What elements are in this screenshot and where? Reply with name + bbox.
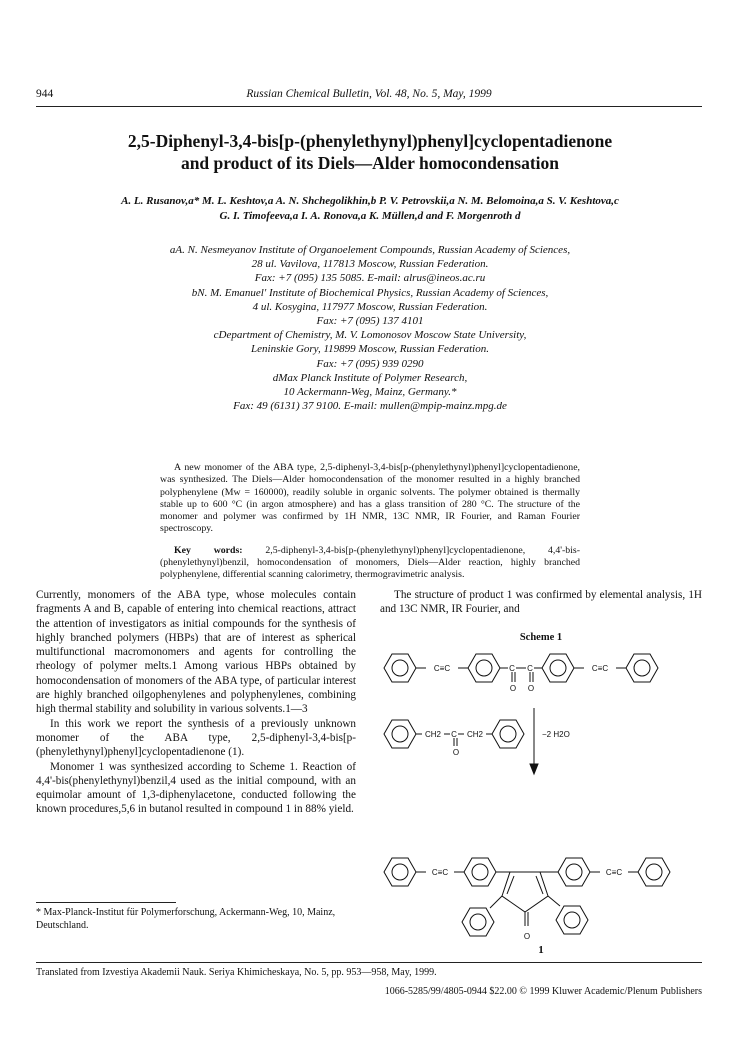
affiliation-line: Fax: 49 (6131) 37 9100. E-mail: mullen@mpip-mainz.mpg.de bbox=[233, 400, 507, 413]
methylene-label: CH2 bbox=[424, 730, 442, 739]
affiliation-line: Fax: +7 (095) 137 4101 bbox=[316, 315, 424, 328]
benzene-ring-icon bbox=[464, 858, 496, 886]
alkyne-label: C≡C bbox=[591, 664, 609, 673]
scheme-1-diagram bbox=[370, 646, 710, 946]
benzene-ring-icon bbox=[462, 908, 494, 936]
benzene-ring-icon bbox=[626, 654, 658, 682]
oxygen-label: O bbox=[452, 748, 460, 757]
title-line: 2,5-Diphenyl-3,4-bis[p-(phenylethynyl)phenyl]cyclopentadienone bbox=[127, 131, 613, 151]
benzene-ring-icon bbox=[492, 720, 524, 748]
carbonyl-carbon-label: C bbox=[527, 664, 533, 673]
affiliation-line: 28 ul. Vavilova, 117813 Moscow, Russian Federation. bbox=[251, 258, 489, 271]
affiliation-line: 4 ul. Kosygina, 117977 Moscow, Russian Federation. bbox=[252, 300, 488, 313]
footnote: * Max-Planck-Institut für Polymerforschung, Ackermann-Weg, 10, Mainz, Deutschland. bbox=[36, 907, 336, 931]
cyclopentadienone-ring-icon bbox=[502, 872, 548, 926]
methylene-label: CH2 bbox=[466, 730, 484, 739]
footnote-rule bbox=[36, 902, 176, 903]
body-paragraph: Currently, monomers of the ABA type, whose molecules contain fragments A and B, capable of entering into chemical reactions, attract the attention of investigators as initial compounds for the synthesis of highly branched polymers (HBPs) that are of interest as spherical multifunctional macromonomers and agents for controlling the rheology of polymer melts.1 Among various HBPs obtained by homocondensation of monomers of the ABA type, of particular interest are highly branched oilgophenylenes and polyphenylenes, combining high thermal stability and solubility in various solvents.1—3 bbox=[36, 589, 356, 716]
benzene-ring-icon bbox=[384, 654, 416, 682]
alkyne-label: C≡C bbox=[431, 868, 449, 877]
oxygen-label: O bbox=[509, 684, 517, 693]
benzene-ring-icon bbox=[542, 654, 574, 682]
affiliation-line: cDepartment of Chemistry, M. V. Lomonosov Moscow State University, bbox=[213, 329, 527, 342]
benzene-ring-icon bbox=[384, 858, 416, 886]
carbonyl-carbon-label: C bbox=[451, 730, 457, 739]
affiliation-line: Fax: +7 (095) 135 5085. E-mail: alrus@ineos.ac.ru bbox=[254, 272, 486, 285]
oxygen-label: O bbox=[523, 932, 531, 941]
body-paragraph: In this work we report the synthesis of a previously unknown monomer of the ABA type, 2,5-diphenyl-3,4-bis[p-(phenylethynyl)phenyl]cyclopentadienone (1). bbox=[36, 717, 356, 759]
keywords-text: 2,5-diphenyl-3,4-bis[p-(phenylethynyl)phenyl]cyclopentadienone, 4,4'-bis-(phenylethynyl)benzil, homocondensation of monomers, Diels—Alder reaction, highly branched polyphenylene, differential scanning calorimetry, thermogravimetric analysis. bbox=[160, 544, 581, 581]
abstract bbox=[160, 462, 580, 582]
alkyne-label: C≡C bbox=[433, 664, 451, 673]
alkyne-label: C≡C bbox=[605, 868, 623, 877]
affiliation-line: 10 Ackermann-Weg, Mainz, Germany.* bbox=[283, 386, 457, 399]
keywords-label: Key words: bbox=[174, 544, 243, 556]
page-number: 944 bbox=[36, 88, 54, 100]
benzene-ring-icon bbox=[384, 720, 416, 748]
footer-rule bbox=[36, 962, 702, 963]
benzene-ring-icon bbox=[558, 858, 590, 886]
author-list bbox=[40, 194, 700, 224]
body-column-left bbox=[36, 588, 356, 817]
carbonyl-carbon-label: C bbox=[509, 664, 515, 673]
affiliation-line: bN. M. Emanuel' Institute of Biochemical Physics, Russian Academy of Sciences, bbox=[191, 286, 549, 299]
author-line: A. L. Rusanov,a* M. L. Keshtov,a A. N. Shchegolikhin,b P. V. Petrovskii,a N. M. Belomoina,a S. V. Keshtova,c bbox=[121, 195, 619, 207]
affiliation-line: dMax Planck Institute of Polymer Research, bbox=[272, 371, 468, 384]
keywords bbox=[160, 545, 580, 582]
byproduct-label: −2 H2O bbox=[542, 730, 570, 739]
translation-note: Translated from Izvestiya Akademii Nauk. Seriya Khimicheskaya, No. 5, pp. 953—958, May, 1999. bbox=[36, 967, 437, 978]
author-line: G. I. Timofeeva,a I. A. Ronova,a K. Müllen,d and F. Morgenroth d bbox=[219, 210, 521, 222]
abstract-text: A new monomer of the ABA type, 2,5-diphenyl-3,4-bis[p-(phenylethynyl)phenyl]cyclopentadienone, was synthesized. The Diels—Alder homocondensation of the monomer resulted in a highly branched polyphenylene (Mw = 160000), readily soluble in organic solvents. The polymer obtained is thermally stable up to 600 °C (in argon atmosphere) and has a glass transition of 280 °C. The structure of the monomer and polymer was confirmed by 1H NMR, 13C NMR, IR Fourier, and Raman Fourier spectroscopy. bbox=[160, 462, 580, 535]
benzene-ring-icon bbox=[468, 654, 500, 682]
affiliations bbox=[40, 243, 700, 413]
oxygen-label: O bbox=[527, 684, 535, 693]
scheme-label: Scheme 1 bbox=[519, 632, 563, 643]
body-paragraph: The structure of product 1 was confirmed by elemental analysis, 1H and 13C NMR, IR Fourier, and bbox=[380, 589, 702, 616]
running-header bbox=[36, 88, 702, 106]
affiliation-line: Leninskie Gory, 119899 Moscow, Russian Federation. bbox=[251, 343, 489, 356]
affiliation-line: Fax: +7 (095) 939 0290 bbox=[316, 357, 424, 370]
body-paragraph: Monomer 1 was synthesized according to Scheme 1. Reaction of 4,4'-bis(phenylethynyl)benzil,4 used as the initial compound, with an equimolar amount of 1,3-diphenylacetone, conducted following the known procedures,5,6 in butanol resulted in compound 1 in 88% yield. bbox=[36, 760, 356, 816]
benzene-ring-icon bbox=[556, 906, 588, 934]
benzene-ring-icon bbox=[638, 858, 670, 886]
publisher-line: 1066-5285/99/4805-0944 $22.00 © 1999 Kluwer Academic/Plenum Publishers bbox=[384, 986, 702, 997]
compound-number: 1 bbox=[538, 944, 544, 956]
article-title bbox=[40, 130, 700, 174]
body-column-right bbox=[380, 588, 702, 617]
header-rule bbox=[36, 106, 702, 107]
journal-citation: Russian Chemical Bulletin, Vol. 48, No. 5, May, 1999 bbox=[246, 88, 492, 100]
affiliation-line: aA. N. Nesmeyanov Institute of Organoelement Compounds, Russian Academy of Sciences, bbox=[169, 244, 571, 256]
title-line: and product of its Diels—Alder homocondensation bbox=[180, 153, 560, 173]
